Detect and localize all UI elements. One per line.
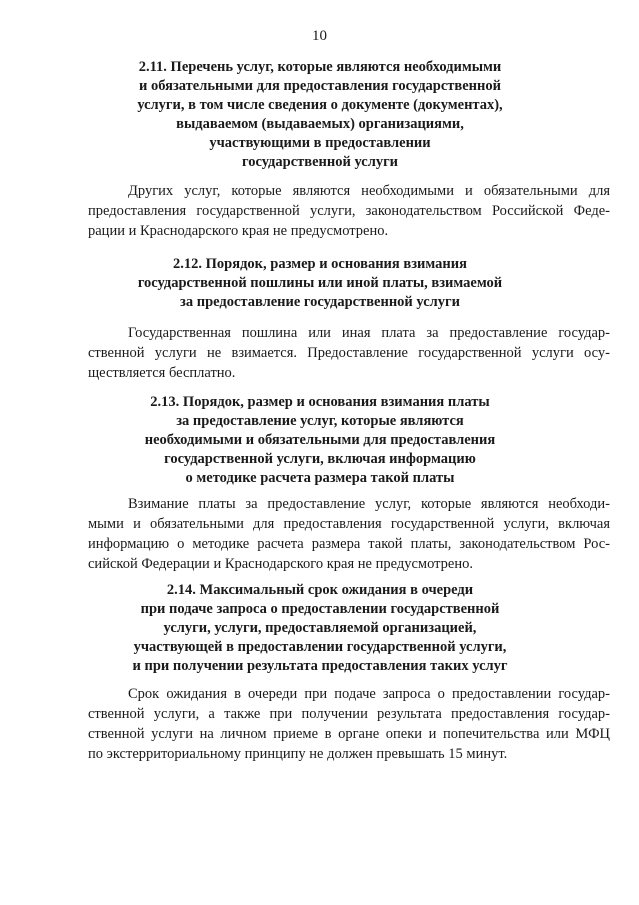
body-line: сийской Федерации и Краснодарского края не предусмотрено. — [88, 556, 473, 572]
body-line: по экстерриториальному принципу не должен превышать 15 минут. — [88, 746, 508, 762]
section-2-12-body — [88, 323, 610, 383]
heading-line: участвующими в предоставлении — [209, 135, 431, 151]
heading-line: за предоставление государственной услуги — [180, 294, 460, 310]
heading-line: и обязательными для предоставления государственной — [139, 78, 501, 94]
section-2-11-body — [88, 181, 610, 241]
body-line: Государственная пошлина или иная плата за предоставление государ- — [128, 325, 610, 341]
heading-line: необходимыми и обязательными для предоставления — [144, 432, 496, 448]
heading-line: о методике расчета размера такой платы — [185, 470, 455, 486]
section-2-13-heading — [100, 393, 540, 488]
heading-line: услуги, в том числе сведения о документе (документах), — [137, 97, 503, 113]
body-line: ственной услуги, а также при получении результата предоставления государ- — [88, 706, 610, 722]
body-line: Взимание платы за предоставление услуг, которые являются необходи- — [128, 496, 610, 512]
body-line: ственной услуги не взимается. Предоставление государственной услуги осу- — [88, 345, 610, 361]
heading-line: участвующей в предоставлении государственной услуги, — [133, 639, 507, 655]
heading-line: при подаче запроса о предоставлении государственной — [140, 601, 500, 617]
heading-line: 2.11. Перечень услуг, которые являются необходимыми — [138, 59, 502, 75]
section-2-14-body — [88, 684, 610, 764]
heading-line: услуги, услуги, предоставляемой организацией, — [163, 620, 477, 636]
body-line: Других услуг, которые являются необходимыми и обязательными для — [128, 183, 610, 199]
heading-line: выдаваемом (выдаваемых) организациями, — [176, 116, 464, 132]
page-number: 10 — [312, 28, 327, 44]
body-line: мыми и обязательными для предоставления государственной услуги, включая — [88, 516, 610, 532]
section-2-12-heading — [100, 255, 540, 312]
section-2-14-heading — [100, 581, 540, 676]
heading-line: за предоставление услуг, которые являются — [176, 413, 464, 429]
heading-line: государственной услуги — [241, 154, 399, 170]
heading-line: государственной пошлины или иной платы, взимаемой — [137, 275, 503, 291]
heading-line: 2.14. Максимальный срок ожидания в очереди — [166, 582, 474, 598]
heading-line: 2.12. Порядок, размер и основания взимания — [173, 256, 467, 272]
heading-line: и при получении результата предоставления таких услуг — [132, 658, 508, 674]
body-line: ществляется бесплатно. — [88, 365, 236, 381]
body-line: информацию о методике расчета размера такой платы, законодательством Рос- — [88, 536, 610, 552]
section-2-11-heading — [100, 58, 540, 172]
heading-line: 2.13. Порядок, размер и основания взимания платы — [150, 394, 490, 410]
body-line: ственной услуги на личном приеме в органе опеки и попечительства или МФЦ — [88, 726, 610, 742]
body-line: предоставления государственной услуги, законодательством Российской Феде- — [88, 203, 610, 219]
section-2-13-body — [88, 494, 610, 574]
heading-line: государственной услуги, включая информацию — [164, 451, 476, 467]
body-line: Срок ожидания в очереди при подаче запроса о предоставлении государ- — [128, 686, 610, 702]
body-line: рации и Краснодарского края не предусмотрено. — [88, 223, 389, 239]
